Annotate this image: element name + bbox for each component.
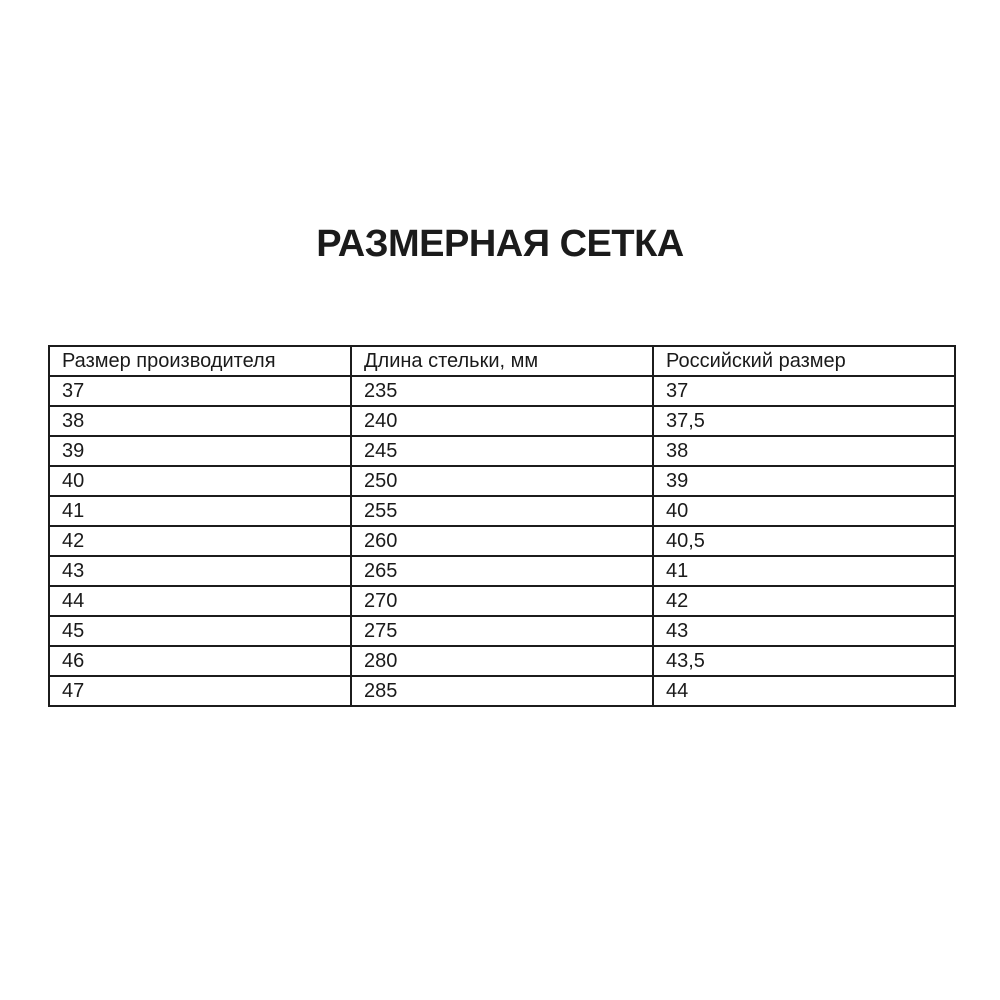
table-cell: 45 xyxy=(49,616,351,646)
table-cell: 42 xyxy=(653,586,955,616)
table-cell: 40 xyxy=(653,496,955,526)
table-cell: 39 xyxy=(49,436,351,466)
column-header-manufacturer-size: Размер производителя xyxy=(49,346,351,376)
table-cell: 38 xyxy=(653,436,955,466)
size-table-head xyxy=(49,346,955,376)
table-row xyxy=(49,406,955,436)
table-row xyxy=(49,616,955,646)
table-cell: 235 xyxy=(351,376,653,406)
table-cell: 250 xyxy=(351,466,653,496)
table-row xyxy=(49,376,955,406)
table-cell: 245 xyxy=(351,436,653,466)
table-cell: 43 xyxy=(49,556,351,586)
table-cell: 275 xyxy=(351,616,653,646)
size-table xyxy=(48,345,956,707)
table-cell: 37 xyxy=(49,376,351,406)
table-row xyxy=(49,586,955,616)
column-header-russian-size: Российский размер xyxy=(653,346,955,376)
table-row xyxy=(49,496,955,526)
table-cell: 260 xyxy=(351,526,653,556)
column-header-insole-length: Длина стельки, мм xyxy=(351,346,653,376)
size-table-body xyxy=(49,376,955,706)
table-cell: 41 xyxy=(49,496,351,526)
table-row xyxy=(49,556,955,586)
table-cell: 280 xyxy=(351,646,653,676)
table-header-row xyxy=(49,346,955,376)
table-cell: 42 xyxy=(49,526,351,556)
table-cell: 43,5 xyxy=(653,646,955,676)
table-cell: 270 xyxy=(351,586,653,616)
table-cell: 240 xyxy=(351,406,653,436)
table-row xyxy=(49,436,955,466)
table-cell: 37,5 xyxy=(653,406,955,436)
table-row xyxy=(49,466,955,496)
table-cell: 41 xyxy=(653,556,955,586)
table-cell: 38 xyxy=(49,406,351,436)
page-title: РАЗМЕРНАЯ СЕТКА xyxy=(316,223,684,265)
table-cell: 285 xyxy=(351,676,653,706)
table-cell: 265 xyxy=(351,556,653,586)
table-cell: 44 xyxy=(653,676,955,706)
table-cell: 44 xyxy=(49,586,351,616)
table-cell: 43 xyxy=(653,616,955,646)
table-cell: 37 xyxy=(653,376,955,406)
table-row xyxy=(49,676,955,706)
table-cell: 47 xyxy=(49,676,351,706)
table-cell: 46 xyxy=(49,646,351,676)
table-cell: 40 xyxy=(49,466,351,496)
table-row xyxy=(49,526,955,556)
table-cell: 39 xyxy=(653,466,955,496)
table-cell: 255 xyxy=(351,496,653,526)
table-cell: 40,5 xyxy=(653,526,955,556)
table-row xyxy=(49,646,955,676)
